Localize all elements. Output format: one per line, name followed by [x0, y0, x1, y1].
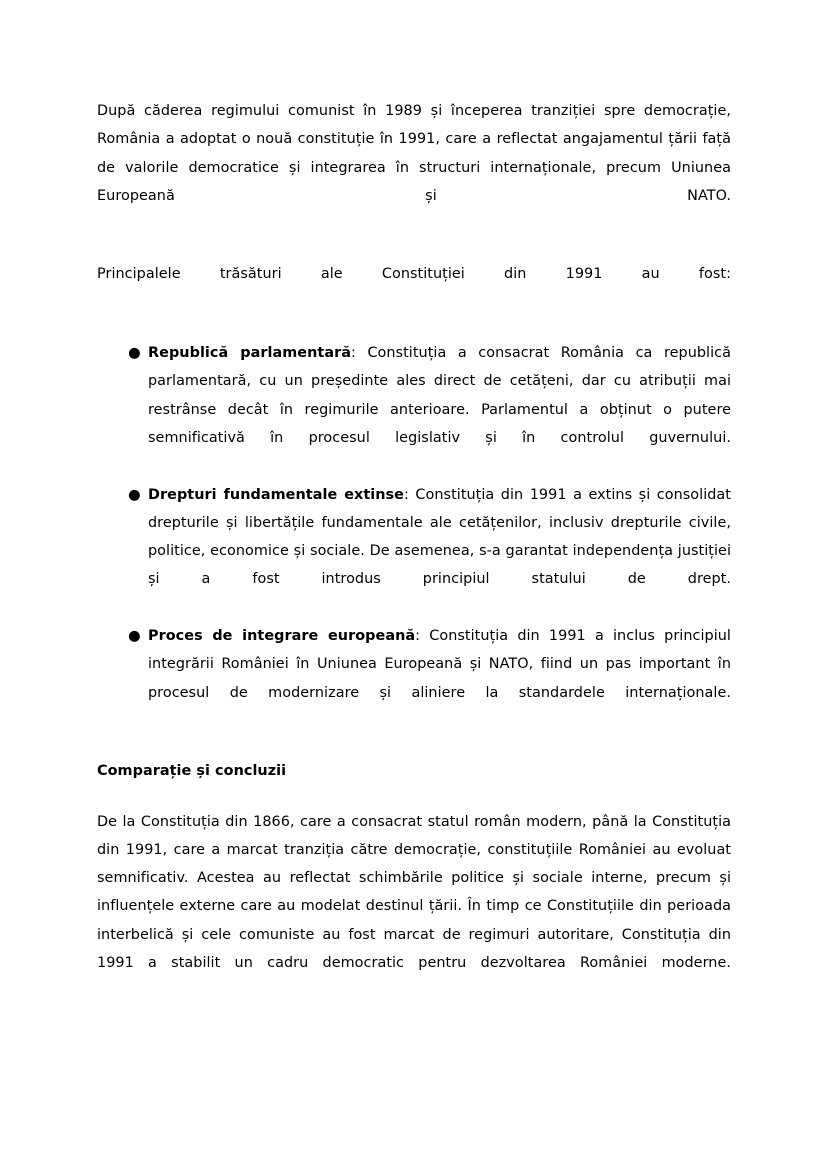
list-item-term: Proces de integrare europeană [148, 628, 416, 645]
lead-in-paragraph: Principalele trăsături ale Constituției din 1991 au fost: [97, 266, 731, 283]
bullet-marker-icon: ● [128, 486, 141, 503]
list-item [97, 622, 731, 735]
list-item-term: Drepturi fundamentale extinse [148, 486, 404, 503]
document-body [97, 97, 731, 1028]
list-item-body: Constituția din 1991 a extins și consolidat drepturile și libertățile fundamentale ale cetățenilor, inclusiv drepturile civile, politice, economice și sociale. De asemenea, s-a garantat independența justiției și a fost introdus principiul statului de drept. [148, 486, 731, 588]
list-item-separator: : [415, 628, 430, 645]
list-item-body: Constituția din 1991 a inclus principiul integrării României în Uniunea Europeană și NATO, fiind un pas important în procesul de modernizare și aliniere la standardele internaționale. [148, 628, 731, 701]
intro-paragraph: După căderea regimului comunist în 1989 și începerea tranziției spre democrație, România a adoptat o nouă constituție în 1991, care a reflectat angajamentul țării față de valorile democratice și integrarea în structuri internaționale, precum Uniunea Europeană și NATO. [97, 103, 731, 204]
features-list [97, 339, 731, 735]
bullet-marker-icon: ● [128, 628, 141, 645]
list-item-separator: : [350, 345, 368, 362]
section-heading: Comparație și concluzii [97, 763, 287, 780]
list-item [97, 339, 731, 480]
list-item-body: Constituția a consacrat România ca republică parlamentară, cu un președinte ales direct de cetățeni, dar cu atribuții mai restrânse decât în regimurile anterioare. Parlamentul a obținut o putere semnificativă în procesul legislativ și în controlul guvernului. [148, 345, 731, 446]
list-item-term: Republică parlamentară [148, 345, 351, 362]
list-item [97, 481, 731, 622]
conclusion-paragraph: De la Constituția din 1866, care a consacrat statul român modern, până la Constituția din 1991, care a marcat tranziția către democrație, constituțiile României au evoluat semnificativ. Acestea au reflectat schimbările politice și sociale interne, precum și influențele externe care au modelat destinul țării. În timp ce Constituțiile din perioada interbelică și cele comuniste au fost marcat de regimuri autoritare, Constituția din 1991 a stabilit un cadru democratic pentru dezvoltarea României moderne. [97, 813, 731, 972]
list-item-separator: : [403, 486, 416, 503]
bullet-marker-icon: ● [128, 345, 141, 362]
